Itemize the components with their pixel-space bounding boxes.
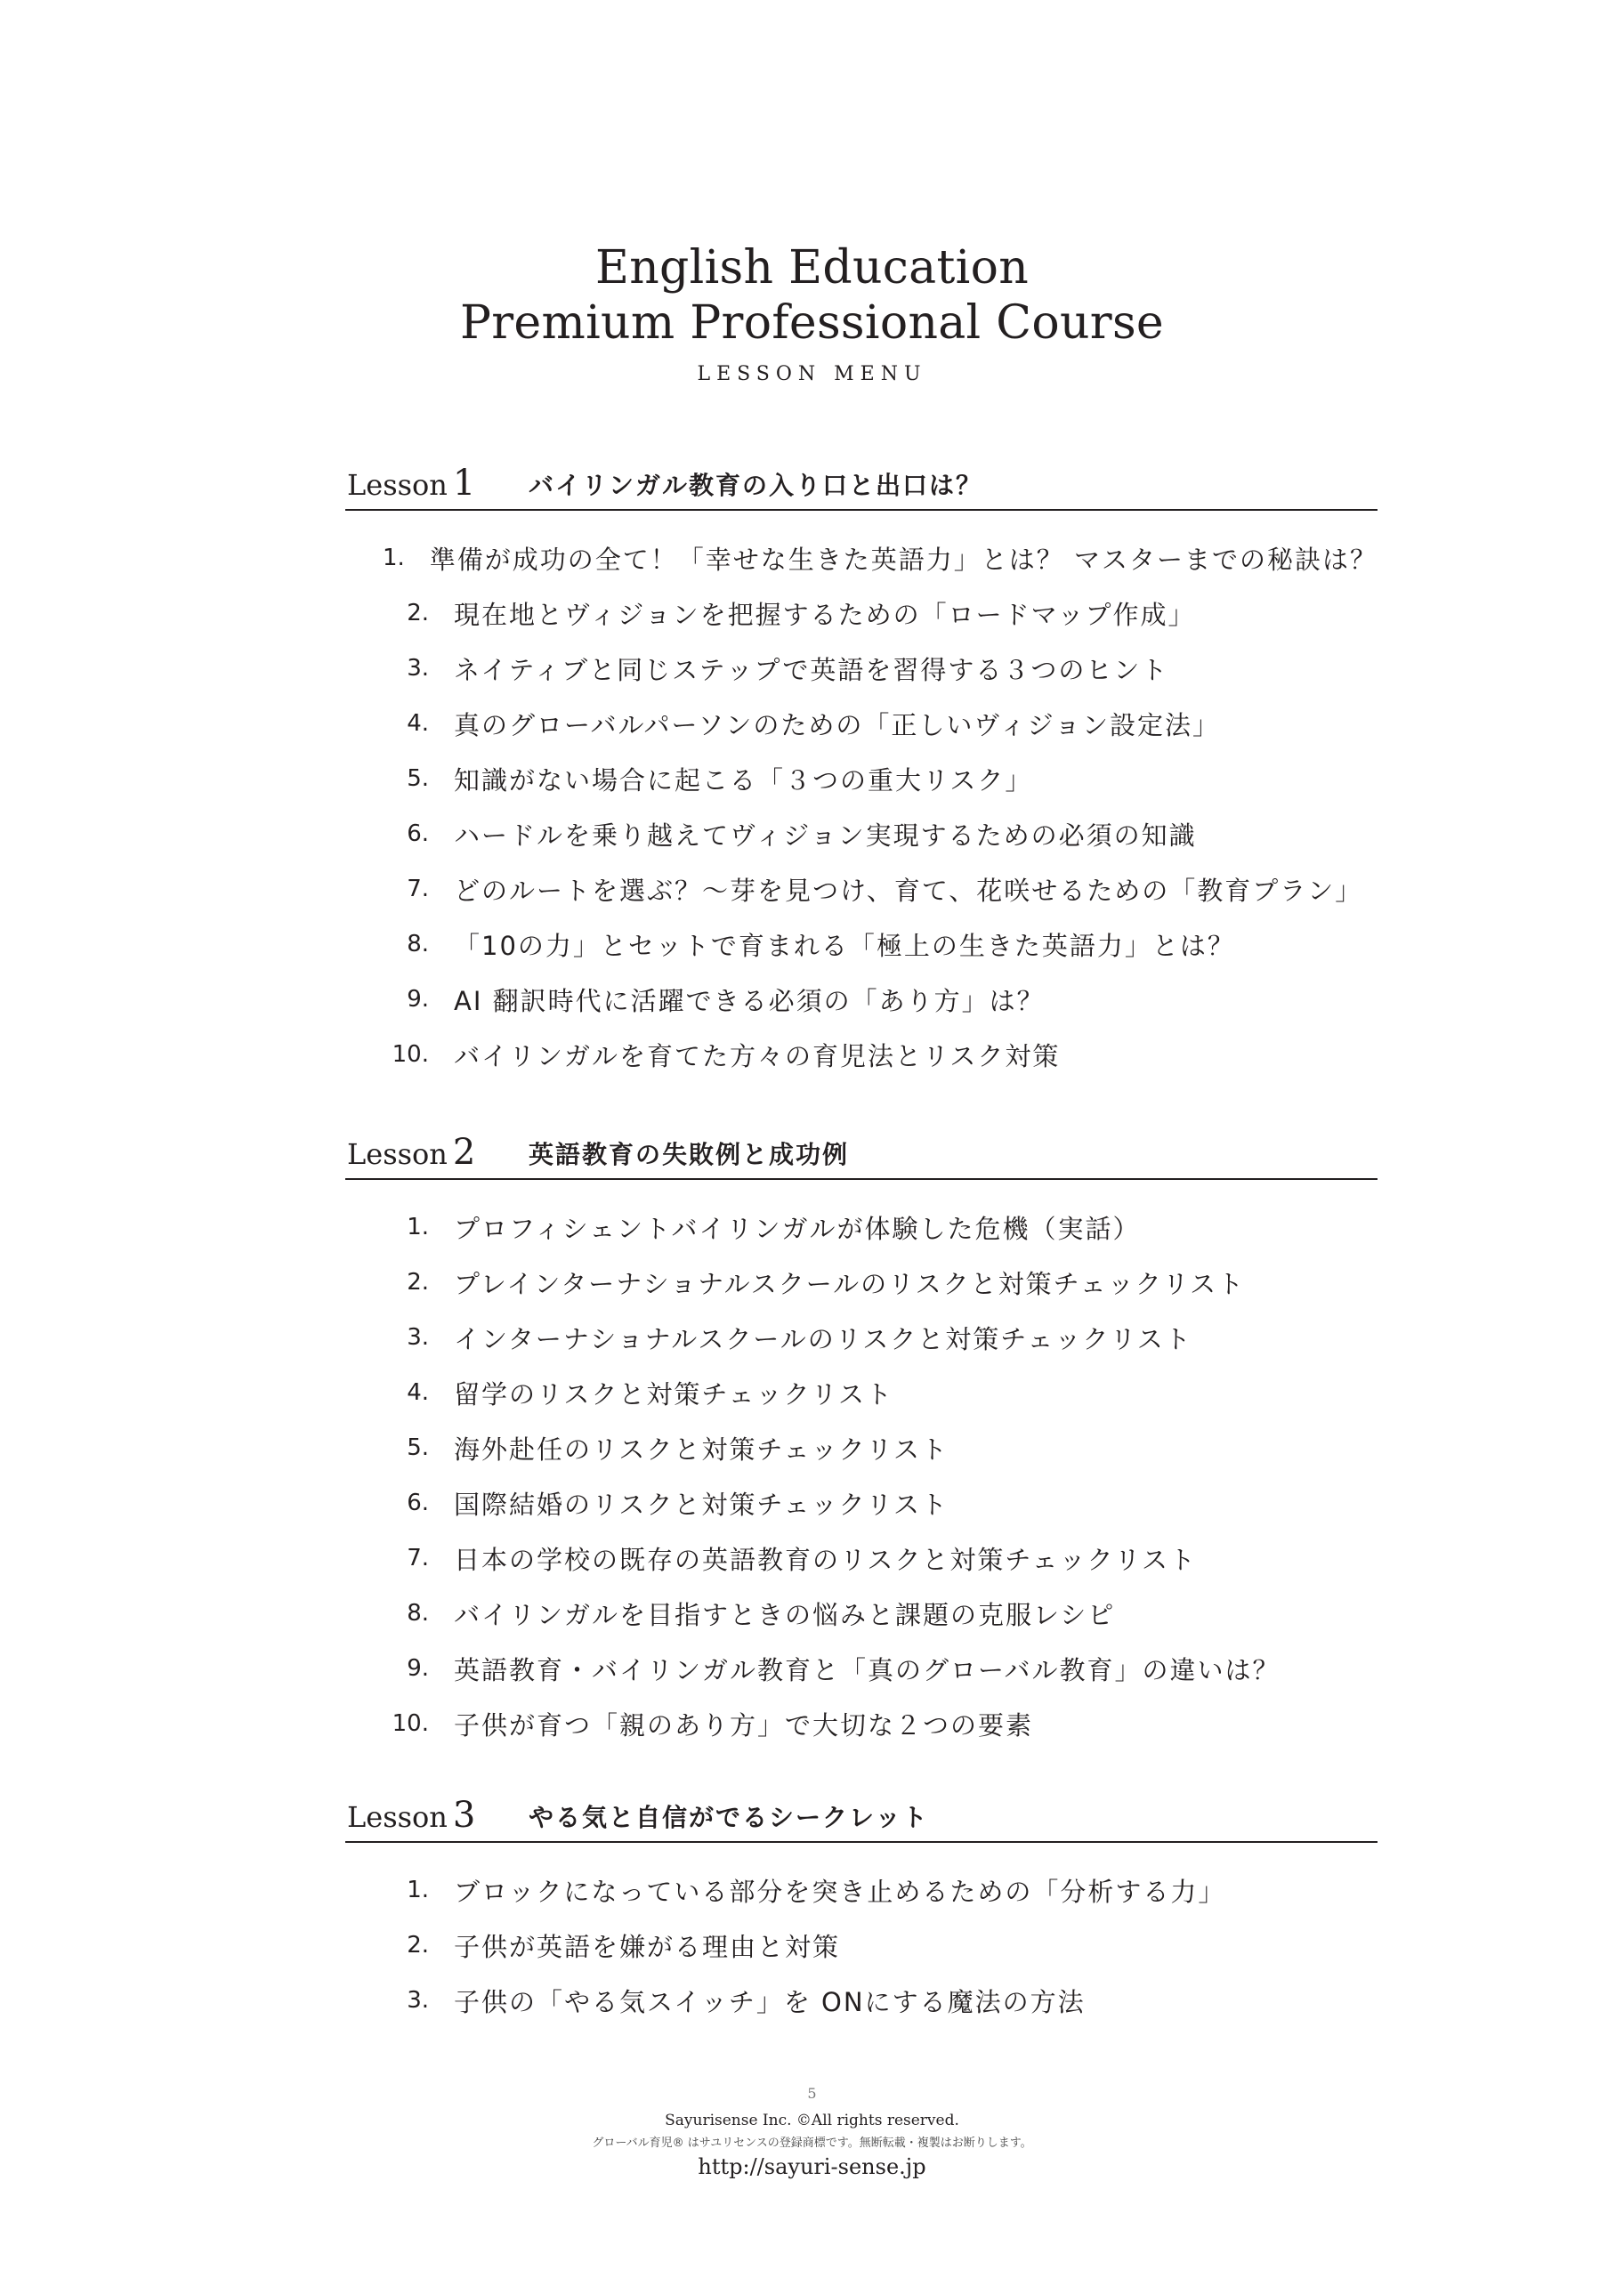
list-item <box>345 1200 1378 1255</box>
item-text: バイリンガルを目指すときの悩みと課題の克服レシピ <box>454 1599 1116 1630</box>
list-item <box>345 751 1378 806</box>
item-text: 子供の「やる気スイッチ」を ONにする魔法の方法 <box>454 1986 1086 2017</box>
item-number: 1. <box>407 1877 429 1903</box>
item-text: 子供が育つ「親のあり方」で大切な２つの要素 <box>454 1709 1034 1741</box>
item-number: 3. <box>407 1987 429 2014</box>
list-item <box>345 641 1378 696</box>
list-item <box>345 1918 1378 1973</box>
lesson-heading <box>345 1132 1378 1180</box>
list-item <box>345 1365 1378 1420</box>
list-item <box>345 1531 1378 1586</box>
item-number: 10. <box>392 1041 429 1068</box>
item-text: ハードルを乗り越えてヴィジョン実現するための必須の知識 <box>454 820 1197 851</box>
item-number: 2. <box>407 1932 429 1959</box>
lesson-number: 3 <box>452 1795 476 1836</box>
item-text: ブロックになっている部分を突き止めるための「分析する力」 <box>454 1876 1226 1907</box>
list-item <box>345 530 1378 586</box>
list-item <box>345 1255 1378 1310</box>
item-text: 準備が成功の全て！「幸せな生きた英語力」とは？ マスターまでの秘訣は？ <box>429 544 1378 575</box>
item-text: 「10の力」とセットで育まれる「極上の生きた英語力」とは？ <box>454 930 1235 961</box>
item-text: 知識がない場合に起こる「３つの重大リスク」 <box>454 764 1033 796</box>
item-text: プレインターナショナルスクールのリスクと対策チェックリスト <box>454 1268 1246 1299</box>
item-text: 真のグローバルパーソンのための「正しいヴィジョン設定法」 <box>454 709 1221 740</box>
item-number: 2. <box>407 1269 429 1296</box>
list-item <box>345 586 1378 641</box>
item-text: バイリンガルを育てた方々の育児法とリスク対策 <box>454 1040 1061 1071</box>
list-item <box>345 1586 1378 1641</box>
lesson-heading <box>345 463 1378 511</box>
lesson-3-section <box>345 1795 1378 2028</box>
document-header <box>0 240 1624 385</box>
item-text: 留学のリスクと対策チェックリスト <box>454 1378 893 1410</box>
lesson-label <box>347 463 475 504</box>
item-text: 子供が英語を嫌がる理由と対策 <box>454 1931 841 1962</box>
item-number: 2. <box>407 600 429 626</box>
lesson-item-list <box>345 1200 1378 1751</box>
item-number: 3. <box>407 1324 429 1351</box>
item-number: 5. <box>407 765 429 792</box>
list-item <box>345 972 1378 1027</box>
list-item <box>345 1420 1378 1475</box>
item-text: どのルートを選ぶ？〜芽を見つけ、育て、花咲せるための「教育プラン」 <box>454 875 1363 906</box>
item-text: プロフィシェントバイリンガルが体験した危機（実話） <box>454 1213 1141 1244</box>
website-link[interactable]: http://sayuri-sense.jp <box>698 2154 926 2179</box>
lesson-title: やる気と自信がでるシークレット <box>529 1803 929 1832</box>
list-item <box>345 1310 1378 1365</box>
item-text: 国際結婚のリスクと対策チェックリスト <box>454 1489 949 1520</box>
lesson-title: 英語教育の失敗例と成功例 <box>529 1140 850 1169</box>
list-item <box>345 1027 1378 1082</box>
title-line-1: English Education <box>595 241 1029 295</box>
lesson-1-section <box>345 463 1378 1082</box>
item-text: AI 翻訳時代に活躍できる必須の「あり方」は？ <box>454 985 1045 1016</box>
lesson-number: 1 <box>452 463 476 504</box>
item-text: 海外赴任のリスクと対策チェックリスト <box>454 1434 949 1465</box>
item-number: 1. <box>407 1214 429 1240</box>
lesson-word: Lesson <box>347 468 448 502</box>
copyright-notice: Sayurisense Inc. ©All rights reserved. <box>665 2112 959 2129</box>
item-number: 6. <box>407 820 429 847</box>
item-number: 8. <box>407 931 429 957</box>
item-number: 9. <box>407 1655 429 1682</box>
item-number: 8. <box>407 1600 429 1627</box>
item-number: 7. <box>407 1545 429 1571</box>
lesson-label <box>347 1132 475 1173</box>
trademark-notice: グローバル育児® はサユリセンスの登録商標です。無断転載・複製はお断りします。 <box>592 2137 1032 2150</box>
lesson-heading <box>345 1795 1378 1843</box>
list-item <box>345 806 1378 861</box>
title-line-2: Premium Professional Course <box>459 296 1165 350</box>
item-number: 4. <box>407 710 429 737</box>
item-number: 9. <box>407 986 429 1013</box>
lesson-item-list <box>345 530 1378 1082</box>
lesson-2-section <box>345 1132 1378 1751</box>
list-item <box>345 1973 1378 2028</box>
lesson-word: Lesson <box>347 1800 448 1834</box>
item-number: 4. <box>407 1379 429 1406</box>
list-item <box>345 1641 1378 1696</box>
item-number: 3. <box>407 655 429 682</box>
item-number: 1. <box>382 545 405 571</box>
list-item <box>345 1696 1378 1751</box>
list-item <box>345 861 1378 917</box>
item-number: 6. <box>407 1490 429 1516</box>
item-text: インターナショナルスクールのリスクと対策チェックリスト <box>454 1323 1192 1354</box>
lesson-label <box>347 1795 475 1836</box>
item-text: 日本の学校の既存の英語教育のリスクと対策チェックリスト <box>454 1544 1197 1575</box>
item-text: 現在地とヴィジョンを把握するための「ロードマップ作成」 <box>454 599 1196 630</box>
item-number: 5. <box>407 1434 429 1461</box>
list-item <box>345 696 1378 751</box>
page-number: 5 <box>807 2085 817 2102</box>
item-text: 英語教育・バイリンガル教育と「真のグローバル教育」の違いは？ <box>454 1654 1281 1685</box>
item-number: 10. <box>392 1710 429 1737</box>
lesson-number: 2 <box>452 1132 476 1173</box>
item-number: 7. <box>407 876 429 902</box>
lesson-title: バイリンガル教育の入り口と出口は？ <box>529 471 983 500</box>
list-item <box>345 1862 1378 1918</box>
subtitle: LESSON MENU <box>697 363 927 385</box>
item-text: ネイティブと同じステップで英語を習得する３つのヒント <box>454 654 1169 685</box>
list-item <box>345 917 1378 972</box>
lesson-word: Lesson <box>347 1137 448 1171</box>
lesson-item-list <box>345 1862 1378 2028</box>
list-item <box>345 1475 1378 1531</box>
